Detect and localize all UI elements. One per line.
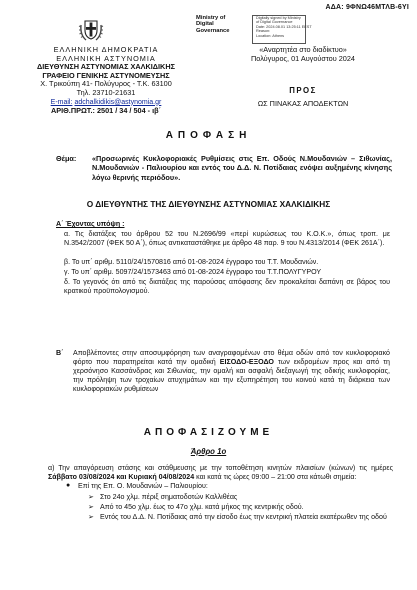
signature-details: Digitally signed by Ministry of Digital Governance Date: 2024.08.01 13:25:11 EEST Reason: Location: Athens bbox=[256, 16, 312, 38]
issuer-header bbox=[18, 46, 194, 116]
section-a-item-d: δ. Το γεγονός ότι από τις διατάξεις της παρούσας απόφασης δεν προκαλείται δαπάνη σε βάρος του κρατικού προϋπολογισμού. bbox=[64, 278, 390, 296]
recipients: ΩΣ ΠΙΝΑΚΑΣ ΑΠΟΔΕΚΤΩΝ bbox=[257, 99, 349, 108]
signature-issuer: Ministry of Digital Governance bbox=[196, 15, 230, 34]
email-link[interactable]: adchalkidikis@astynomia.gr bbox=[74, 98, 162, 106]
article-1-point-2: Από το 45ο χλμ. έως το 47ο χλμ. κατά μήκος της κεντρικής οδού. bbox=[100, 503, 304, 511]
article-1-road: Επί της Επ. Ο. Μουδανιών – Παλιουρίου: bbox=[78, 482, 208, 490]
header-address: Χ. Τρικούπη 41- Πολύγυρος - Τ.Κ. 63100 bbox=[40, 79, 172, 89]
bullet-dot-icon: ● bbox=[66, 482, 71, 489]
director-heading: Ο ΔΙΕΥΘΥΝΤΗΣ ΤΗΣ ΔΙΕΥΘΥΝΣΗΣ ΑΣΤΥΝΟΜΙΑΣ ΧΑΛΚΙΔΙΚΗΣ bbox=[86, 199, 331, 209]
ada-code: ΑΔΑ: 9ΦΝΩ46ΜΤΛΒ-6ΥΙ bbox=[325, 4, 409, 11]
article-1-intro: α) Την απαγόρευση στάσης και στάθμευσης με την τοποθέτηση κινητών πλαισίων (κώνων) τις ημέρες Σάββατο 03/08/2024 και Κυριακή 04/08/2024 και κατά τις ώρες 09:00 – 21:00 στα κάτωθι σημεία: bbox=[48, 464, 393, 482]
to-label: ΠΡΟΣ bbox=[289, 86, 317, 95]
section-b-text: Αποβλέποντες στην αποσυμφόρηση των αναγραφομένων στο θέμα οδών από τον κυκλοφοριακό φόρτο που παρατηρείται κατά την ομαδική ΕΙΣΟΔΟ-ΕΞΟΔΟ των εκδρομέων προς και από τη χερσόνησο Κασσάνδρας και Σιθωνίας, την ομαλή και ασφαλή διεξαγωγή της οδικής κυκλοφορίας, την πρόληψη των τροχαίων ατυχημάτων και την εξυπηρέτηση του κοινού κατά τη διάρκεια των κυκλοφοριακών ρυθμίσεων bbox=[73, 349, 390, 394]
arrow-bullet-icon: ➢ bbox=[88, 514, 94, 521]
decision-title: ΑΠΟΦΑΣΗ bbox=[165, 130, 252, 141]
header-office: ΓΡΑΦΕΙΟ ΓΕΝΙΚΗΣ ΑΣΤΥΝΟΜΕΥΣΗΣ bbox=[42, 70, 170, 80]
subject-label: Θέμα: bbox=[56, 154, 77, 163]
header-police: ΕΛΛΗΝΙΚΗ ΑΣΤΥΝΟΜΙΑ bbox=[56, 53, 156, 63]
section-a-item-b: β. Το υπ΄ αριθμ. 5110/24/1570816 από 01-08-2024 έγγραφο του Τ.Τ. Μουδανιών. bbox=[64, 258, 319, 266]
digital-signature bbox=[196, 15, 346, 41]
posting-note: «Αναρτητέα στο διαδίκτυο» bbox=[259, 45, 347, 54]
decides-title: ΑΠΟΦΑΣΙΖΟΥΜΕ bbox=[143, 427, 274, 438]
article-title: Άρθρο 1ο bbox=[190, 447, 227, 456]
section-b-label: Β΄ bbox=[56, 349, 64, 357]
subject-text: «Προσωρινές Κυκλοφοριακές Ρυθμίσεις στις Επ. Οδούς Ν.Μουδανιών – Σιθωνίας, Ν.Μουδανιών - Παλιουρίου και εντός του Δ.Δ. Ν. Ποτίδαιας ενόψει αυξημένης κίνησης λόγω θερινής περιόδου». bbox=[92, 154, 392, 182]
article-1-point-1: Στο 24ο χλμ. πέριξ σηματοδοτών Καλλιθέας bbox=[100, 493, 238, 501]
arrow-bullet-icon: ➢ bbox=[88, 504, 94, 511]
header-republic: ΕΛΛΗΝΙΚΗ ΔΗΜΟΚΡΑΤΙΑ bbox=[53, 45, 159, 54]
article-1-point-3: Εντός του Δ.Δ. Ν. Ποτίδαιας από την είσοδο έως την κεντρική πλατεία εκατέρωθεν της οδού bbox=[100, 513, 387, 521]
header-directorate: ΔΙΕΥΘΥΝΣΗ ΑΣΤΥΝΟΜΙΑΣ ΧΑΛΚΙΔΙΚΗΣ bbox=[37, 62, 175, 72]
protocol-number: ΑΡΙΘ.ΠΡΩΤ.: 2501 / 34 / 504 - ιβ΄ bbox=[50, 106, 162, 116]
header-phone: Τηλ. 23710-21631 bbox=[76, 87, 136, 97]
place-date: Πολύγυρος, 01 Αυγούστου 2024 bbox=[251, 54, 355, 63]
section-a-item-c: γ. Το υπ΄ αριθμ. 5097/24/1573463 από 01-08-2024 έγγραφο του Τ.Τ.ΠΟΛΥΓΥΡΟΥ bbox=[64, 268, 322, 276]
arrow-bullet-icon: ➢ bbox=[88, 494, 94, 501]
email-label: E-mail: bbox=[50, 98, 73, 106]
greek-emblem-icon bbox=[78, 17, 104, 43]
section-a-item-a: α. Τις διατάξεις του άρθρου 52 του Ν.2696/99 «περί κυρώσεως του Κ.Ο.Κ.», όπως τροπ. με Ν.3542/2007 (ΦΕΚ 50 Α΄), όπως αντικαταστάθηκε με άρθρο 48 παρ. 9 του Ν.4313/2014 (ΦΕΚ 261Α΄). bbox=[64, 230, 390, 248]
header-right bbox=[218, 45, 388, 63]
section-a-label: Α΄ Έχοντας υπόψη : bbox=[56, 220, 125, 228]
